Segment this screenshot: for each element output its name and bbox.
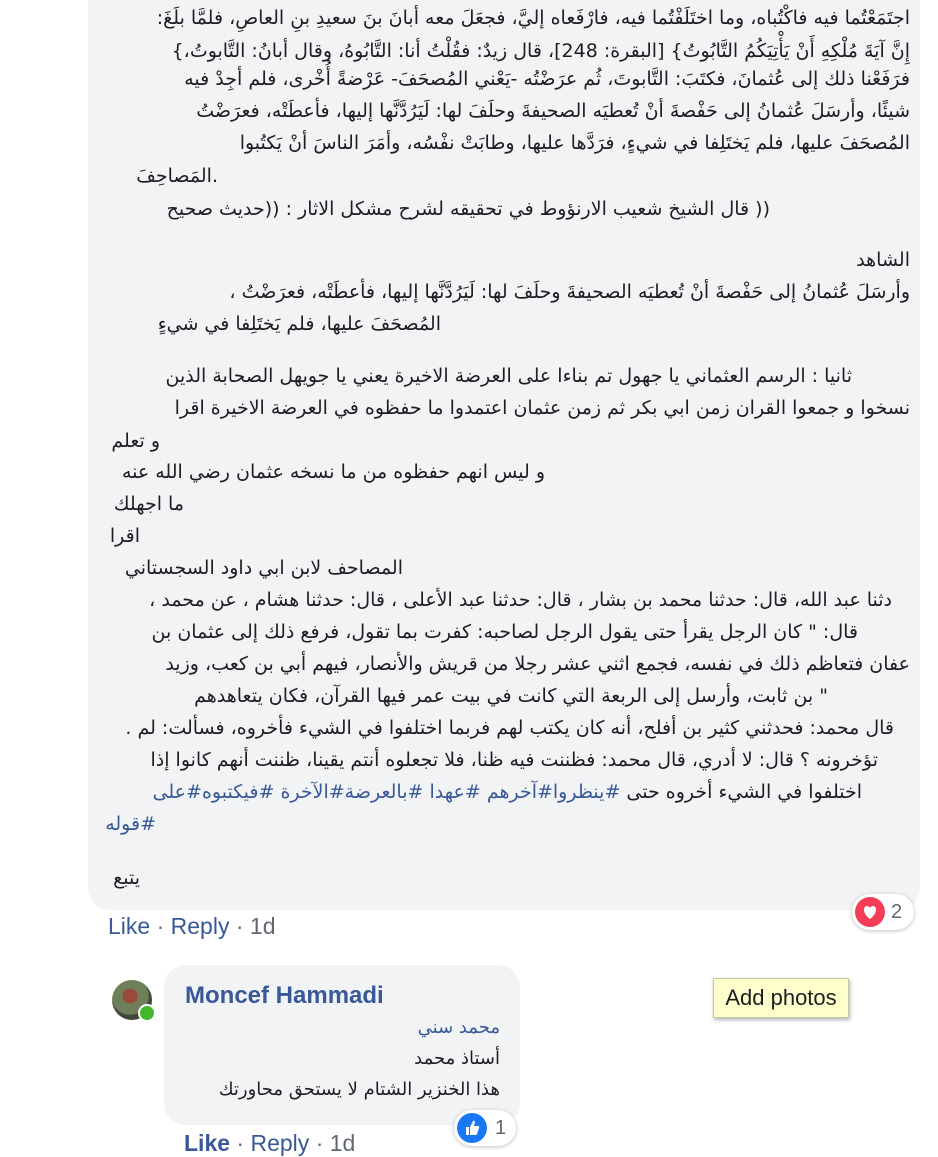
timestamp[interactable]: 1d <box>329 1130 356 1156</box>
timestamp[interactable]: 1d <box>249 913 276 939</box>
comment-text-line: قال: " كان الرجل يقرأ حتى يقول الرجل لصاحبه: كفرت بما تقول، فرفع ذلك إلى عثمان بن <box>151 621 858 643</box>
comment-text-line: الشاهد <box>856 249 910 271</box>
separator: · <box>156 913 165 939</box>
like-link[interactable]: Like <box>184 1130 231 1156</box>
hashtag-link[interactable]: #ينظروا <box>552 781 621 803</box>
comment-text-line: شيئًا، وأرسَلَ عُثمانُ إلى حَفْصةَ أنْ تُعطيَه الصحيفةَ وحلَفَ لها: لَيَرُدَّنَّها إليها، فأعطَتْه، فعرَضْتُ <box>196 100 910 122</box>
comment-text-line: فرَفَعْنا ذلك إلى عُثمانَ، فكتَبَ: التَّابوتَ، ثُم عرَضْتُه -يَعْني المُصحَفَ- عَرْضةً أُخْرى، فلم أجِدْ فيه <box>184 68 910 90</box>
add-photos-tooltip: Add photos <box>713 978 849 1018</box>
comment-text-line: .المَصاحِفَ <box>136 165 218 187</box>
comment-text-line: " بن ثابت، وأرسل إلى الربعة التي كانت في بيت عمر فيها القرآن، فكان يتعاهدهم <box>194 685 828 707</box>
reaction-count: 2 <box>891 900 903 923</box>
comment-text-line: وأرسَلَ عُثمانُ إلى حَفْصةَ أنْ تُعطيَه الصحيفةَ وحلَفَ لها: لَيَرُدَّنَّها إليها، فأعطَتْه، فعرَضْتُ ، <box>229 281 910 303</box>
hashtag-link[interactable]: #آخرهم <box>486 781 553 803</box>
separator: · <box>235 913 244 939</box>
continued-text: يتبع <box>113 867 140 889</box>
reply-actions <box>184 1130 355 1157</box>
comment-text-line: ما اجهلك <box>113 493 184 515</box>
comment-text-line: (( قال الشيخ شعيب الارنؤوط في تحقيقه لشرح مشكل الاثار : ((حديث صحيح <box>166 198 770 220</box>
comment-text-line: المصاحف لابن ابي داود السجستاني <box>124 557 403 579</box>
comment-text-line: دثنا عبد الله، قال: حدثنا محمد بن بشار ، قال: حدثنا عبد الأعلى ، قال: حدثنا هشام ، عن محمد ، <box>149 589 892 611</box>
hashtag-link[interactable]: #على <box>152 781 202 803</box>
separator: · <box>236 1130 245 1156</box>
hashtag-link[interactable]: #الآخرة <box>280 781 345 803</box>
comment-text-line: اجتَمَعْتُما فيه فاكْتُباه، وما اختَلَفْتُما فيه، فارْفَعاه إليَّ، فجعَلَ معه أبانَ بنَ سعيدِ بنِ العاصِ، فلمَّا بلَغَ: <box>156 7 910 29</box>
hashtag-line <box>153 776 862 809</box>
comment-author[interactable]: Moncef Hammadi <box>185 982 384 1009</box>
comment-text-line: ثانيا : الرسم العثماني يا جهول تم بناءا على العرضة الاخيرة يعني يا جويهل الصحابة الذين <box>165 365 852 387</box>
comment-text-line: و تعلم <box>111 430 160 452</box>
reaction-summary[interactable] <box>454 1110 516 1146</box>
heart-icon <box>855 897 885 927</box>
hashtag-link[interactable]: #عهدا <box>429 781 481 803</box>
comment-text-line: نسخوا و جمعوا القران زمن ابي بكر ثم زمن عثمان اعتمدوا ما حفظوه في العرضة الاخيرة اقرا <box>174 397 910 419</box>
reaction-summary[interactable] <box>852 894 914 930</box>
comment-text-line: تؤخرونه ؟ قال: لا أدري، قال محمد: فظننت فيه ظنا، فلا تجعلوه أنتم يقينا، ظننت أنهم كانوا إذا <box>150 749 878 771</box>
comment-text-line: قال محمد: فحدثني كثير بن أفلح، أنه كان يكتب لهم فربما اختلفوا في الشيء فأخروه، فسألت: لم . <box>125 717 894 739</box>
comment-text-line: اقرا <box>109 525 140 547</box>
mention-link[interactable]: محمد سني <box>417 1017 500 1038</box>
hashtag-line-prefix: اختلفوا في الشيء أخروه حتى <box>626 781 862 803</box>
reaction-count: 1 <box>495 1116 507 1139</box>
thumbs-up-icon <box>457 1113 487 1143</box>
comment-text-line: عفان فتعاظم ذلك في نفسه، فجمع اثني عشر رجلا من قريش والأنصار، فيهم أبي بن كعب، وزيد <box>165 653 910 675</box>
like-link[interactable]: Like <box>108 913 151 939</box>
hashtag-link[interactable]: #فيكتبوه <box>201 781 275 803</box>
hashtag-link[interactable]: #قوله <box>105 813 156 835</box>
hashtag-link[interactable]: #بالعرضة <box>344 781 424 803</box>
comment-text-line: و ليس انهم حفظوه من ما نسخه عثمان رضي الله عنه <box>121 461 545 483</box>
reply-link[interactable]: Reply <box>170 913 230 939</box>
comment-text-line: المُصحَفَ عليها، فلم يَختَلِفا في شيءٍ <box>157 313 441 335</box>
hashtag-line <box>105 808 156 841</box>
reply-text-line: هذا الخنزير الشتام لا يستحق محاورتك <box>218 1079 500 1100</box>
comment-text-line: المُصحَفَ عليها، فلم يَختَلِفا في شيءٍ، فرَدَّها عليها، وطابَتْ نفْسُه، وأمَرَ الناسَ أنْ يَكتُبوا <box>239 132 910 154</box>
reply-link[interactable]: Reply <box>250 1130 310 1156</box>
comment-actions <box>108 913 276 940</box>
comment-text-line: إِنَّ آيَةَ مُلْكِهِ أَنْ يَأْتِيَكُمُ التَّابُوتُ} [البقرة: 248]، قال زيدٌ: فقُلْتُ أنا: التَّابُوهُ، وقال أبانُ: التَّابوتُ،} <box>171 40 910 62</box>
online-status-dot <box>138 1004 156 1022</box>
separator: · <box>315 1130 324 1156</box>
reply-text-line: أستاذ محمد <box>414 1048 500 1069</box>
